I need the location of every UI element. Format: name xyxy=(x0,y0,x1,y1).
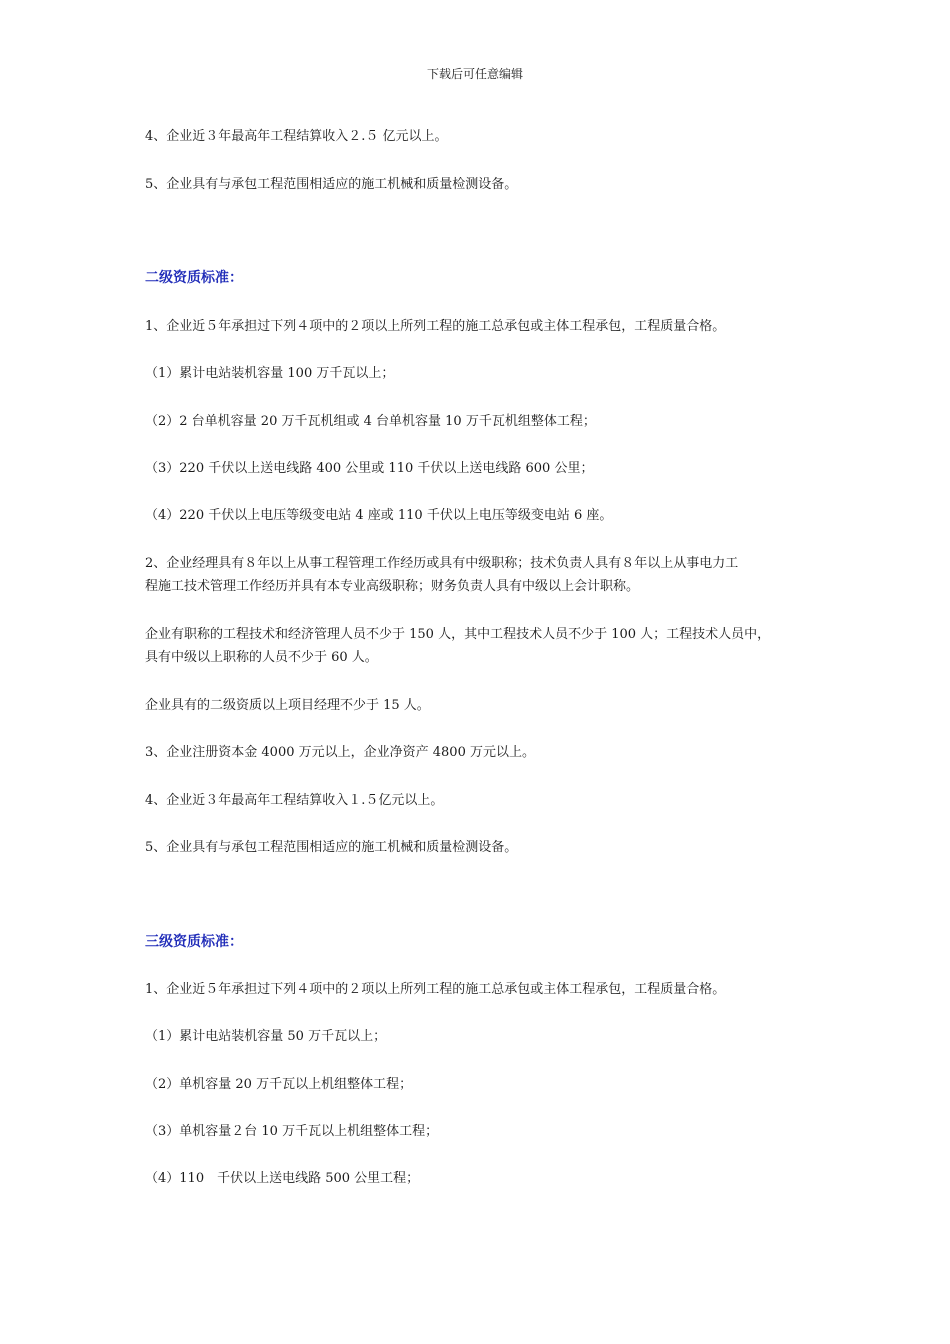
requirement-item-4: 4、企业近３年最高年工程结算收入１.５亿元以上。 xyxy=(145,793,444,808)
section-heading-level-2: 二级资质标准： xyxy=(145,270,243,286)
sub-requirement-3: （3）220 千伏以上送电线路 400 公里或 110 千伏以上送电线路 600 公里； xyxy=(145,461,594,476)
sub-requirement-4: （4）110 千伏以上送电线路 500 公里工程； xyxy=(145,1171,420,1186)
page-header: 下载后可任意编辑 xyxy=(426,67,523,81)
project-manager-requirement: 企业具有的二级资质以上项目经理不少于 15 人。 xyxy=(145,698,430,713)
requirement-item-4: 4、企业近３年最高年工程结算收入２.５ 亿元以上。 xyxy=(145,129,448,144)
sub-requirement-4: （4）220 千伏以上电压等级变电站 4 座或 110 千伏以上电压等级变电站 6 座。 xyxy=(145,508,613,523)
sub-requirement-1: （1）累计电站装机容量 100 万千瓦以上； xyxy=(145,366,395,381)
requirement-item-5: 5、企业具有与承包工程范围相适应的施工机械和质量检测设备。 xyxy=(145,840,518,855)
requirement-item-3: 3、企业注册资本金 4000 万元以上，企业净资产 4800 万元以上。 xyxy=(145,745,535,760)
requirement-item-1: 1、企业近５年承担过下列４项中的２项以上所列工程的施工总承包或主体工程承包，工程质量合格。 xyxy=(145,319,726,334)
staff-requirement-line-1: 企业有职称的工程技术和经济管理人员不少于 150 人，其中工程技术人员不少于 100 人；工程技术人员中， xyxy=(145,627,771,642)
requirement-item-2-line-1: 2、企业经理具有８年以上从事工程管理工作经历或具有中级职称；技术负责人具有８年以上从事电力工 xyxy=(145,556,739,571)
sub-requirement-3: （3）单机容量２台 10 万千瓦以上机组整体工程； xyxy=(145,1124,439,1139)
requirement-item-1: 1、企业近５年承担过下列４项中的２项以上所列工程的施工总承包或主体工程承包，工程质量合格。 xyxy=(145,982,726,997)
section-heading-level-3: 三级资质标准： xyxy=(145,934,243,950)
requirement-item-5: 5、企业具有与承包工程范围相适应的施工机械和质量检测设备。 xyxy=(145,177,518,192)
requirement-item-2-line-2: 程施工技术管理工作经历并具有本专业高级职称；财务负责人具有中级以上会计职称。 xyxy=(145,579,640,594)
sub-requirement-2: （2）单机容量 20 万千瓦以上机组整体工程； xyxy=(145,1077,413,1092)
sub-requirement-1: （1）累计电站装机容量 50 万千瓦以上； xyxy=(145,1029,387,1044)
sub-requirement-2: （2）2 台单机容量 20 万千瓦机组或 4 台单机容量 10 万千瓦机组整体工程； xyxy=(145,414,596,429)
staff-requirement-line-2: 具有中级以上职称的人员不少于 60 人。 xyxy=(145,650,378,665)
